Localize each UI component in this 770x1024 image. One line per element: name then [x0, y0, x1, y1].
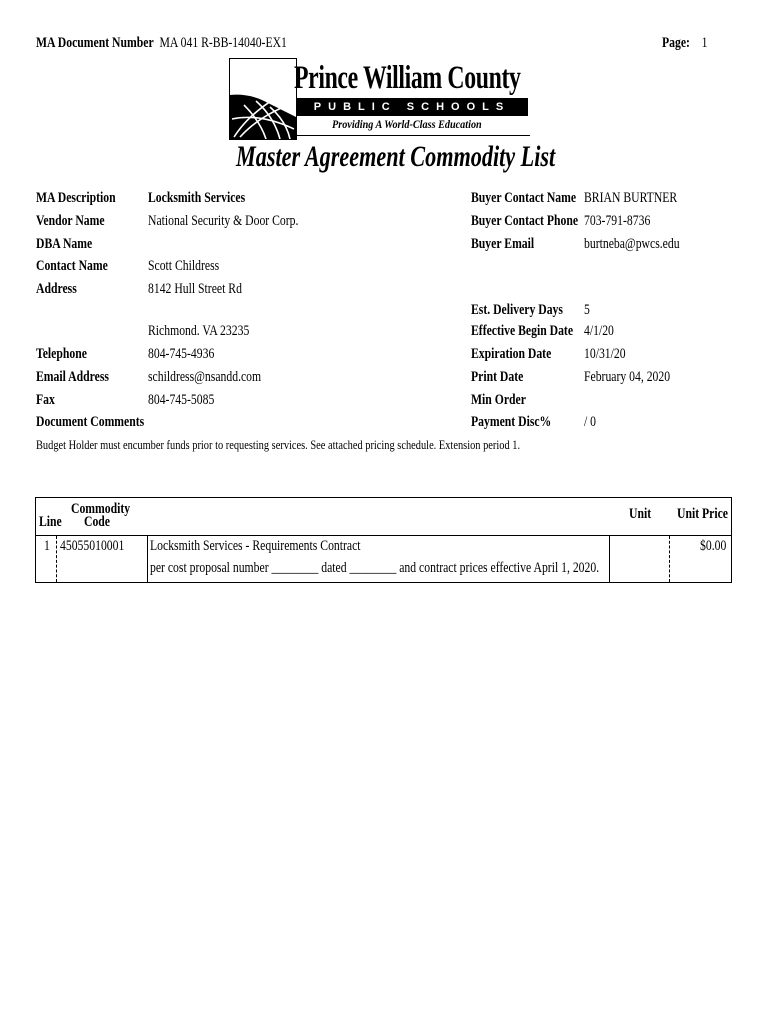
print-date-value: February 04, 2020: [584, 369, 671, 385]
effective-begin-date-value: 4/1/20: [584, 323, 614, 339]
payment-disc-label: Payment Disc%: [471, 414, 552, 430]
fax-label: Fax: [36, 392, 55, 408]
min-order-label: Min Order: [471, 392, 526, 408]
col-header-commodity: Commodity: [71, 501, 131, 517]
page-number: 1: [701, 35, 708, 51]
logo-tagline: Providing A World-Class Education: [332, 117, 482, 131]
row-line-number: 1: [44, 538, 50, 554]
logo-public-schools-bar: PUBLIC SCHOOLS: [296, 98, 528, 116]
buyer-contact-phone-value: 703-791-8736: [584, 213, 651, 229]
doc-number-label: MA Document Number: [36, 35, 154, 51]
col-divider-line: [56, 536, 57, 582]
col-header-unit-price: Unit Price: [677, 506, 729, 522]
page-indicator: [662, 35, 720, 52]
document-number-header: [36, 35, 358, 52]
page-title: Master Agreement Commodity List: [236, 140, 556, 173]
ma-description-value: Locksmith Services: [148, 190, 246, 206]
vendor-name-label: Vendor Name: [36, 213, 105, 229]
table-header-divider: [36, 535, 731, 536]
logo-org-name: Prince William County: [294, 60, 521, 96]
email-address-label: Email Address: [36, 369, 109, 385]
payment-disc-value: / 0: [584, 414, 597, 430]
contact-name-value: Scott Childress: [148, 258, 220, 274]
expiration-date-value: 10/31/20: [584, 346, 626, 362]
buyer-contact-phone-label: Buyer Contact Phone: [471, 213, 579, 229]
buyer-email-label: Buyer Email: [471, 236, 535, 252]
pwcs-logo-mark: [229, 58, 297, 140]
document-comments-label: Document Comments: [36, 414, 145, 430]
est-delivery-days-value: 5: [584, 302, 590, 318]
effective-begin-date-label: Effective Begin Date: [471, 323, 574, 339]
address-line-1: 8142 Hull Street Rd: [148, 281, 242, 297]
buyer-contact-name-value: BRIAN BURTNER: [584, 190, 678, 206]
address-city-line: Richmond. VA 23235: [148, 323, 250, 339]
telephone-value: 804-745-4936: [148, 346, 215, 362]
print-date-label: Print Date: [471, 369, 524, 385]
ma-description-label: MA Description: [36, 190, 116, 206]
logo-rule: [296, 135, 530, 136]
row-description-line-2: per cost proposal number ________ dated ________ and contract prices effective April 1, 2020.: [150, 560, 600, 576]
col-header-line: Line: [39, 514, 62, 530]
contact-name-label: Contact Name: [36, 258, 108, 274]
dba-name-label: DBA Name: [36, 236, 93, 252]
row-commodity-code: 45055010001: [60, 538, 125, 554]
fax-value: 804-745-5085: [148, 392, 215, 408]
email-address-value: schildress@nsandd.com: [148, 369, 262, 385]
buyer-email-value: burtneba@pwcs.edu: [584, 236, 680, 252]
telephone-label: Telephone: [36, 346, 87, 362]
row-description-line-1: Locksmith Services - Requirements Contract: [150, 538, 361, 554]
row-unit-price: $0.00: [700, 538, 727, 554]
est-delivery-days-label: Est. Delivery Days: [471, 302, 563, 318]
expiration-date-label: Expiration Date: [471, 346, 552, 362]
doc-number-value: MA 041 R-BB-14040-EX1: [159, 35, 287, 51]
page-label: Page:: [662, 35, 690, 51]
address-label: Address: [36, 281, 77, 297]
commodity-table: [35, 497, 732, 583]
col-divider-code: [147, 536, 148, 582]
col-header-unit: Unit: [629, 506, 652, 522]
comments-text: Budget Holder must encumber funds prior to requesting services. See attached pricing schedule. Extension period 1.: [36, 437, 521, 452]
col-header-code: Code: [84, 514, 111, 530]
buyer-contact-name-label: Buyer Contact Name: [471, 190, 577, 206]
vendor-name-value: National Security & Door Corp.: [148, 213, 299, 229]
